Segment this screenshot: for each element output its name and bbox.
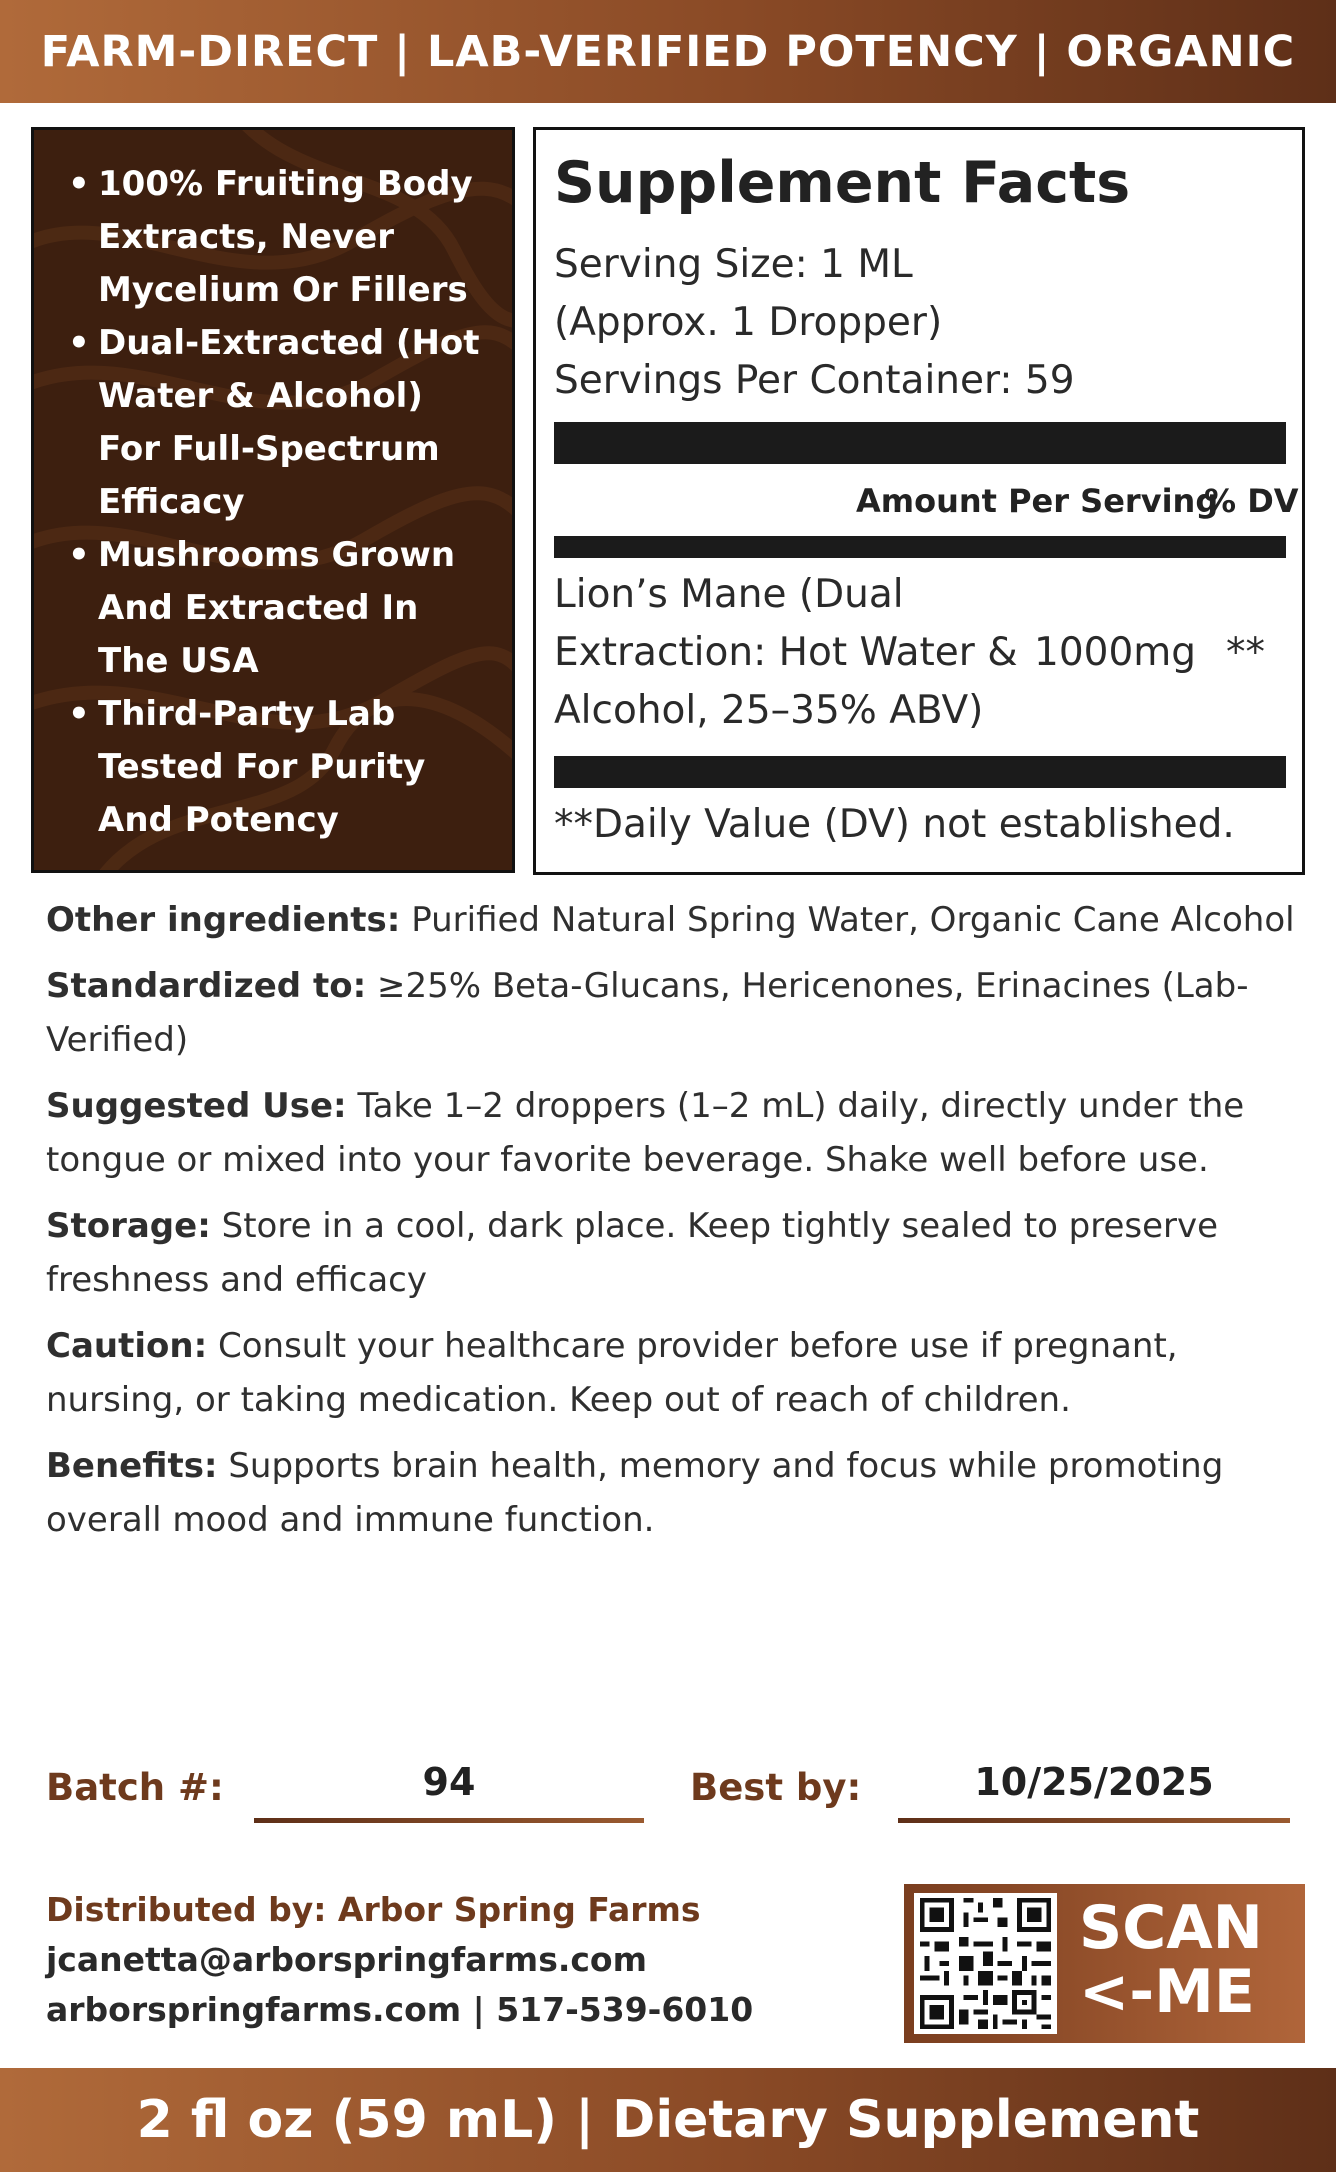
- caution: Caution: Consult your healthcare provider before use if pregnant, nursing, or taking medication. Keep out of reach of children.: [46, 1326, 1178, 1420]
- features-panel: [31, 127, 515, 873]
- feature-item: • Third-Party Lab Tested For Purity And Potency: [98, 688, 492, 847]
- storage: Storage: Store in a cool, dark place. Keep tightly sealed to preserve freshness and efficacy: [46, 1206, 1219, 1300]
- best-by-label: Best by:: [690, 1766, 862, 1809]
- qr-code-icon[interactable]: [914, 1893, 1057, 2034]
- feature-item: • Mushrooms Grown And Extracted In The USA: [98, 529, 492, 688]
- feature-item: • Dual-Extracted (Hot Water & Alcohol) For Full-Spectrum Efficacy: [98, 317, 492, 529]
- servings-per-container: Servings Per Container: 59: [554, 358, 1075, 403]
- scan-text: SCAN: [1079, 1893, 1263, 1963]
- bullet-icon: •: [68, 164, 90, 204]
- serving-size: Serving Size: 1 ML: [554, 242, 913, 287]
- ingredient-name-line3: Alcohol, 25–35% ABV): [554, 688, 984, 733]
- bottom-divider: [554, 756, 1286, 788]
- suggested-use: Suggested Use: Take 1–2 droppers (1–2 mL) daily, directly under the tongue or mixed into your favorite beverage. Shake well before use.: [46, 1086, 1245, 1180]
- standardized-to: Standardized to: ≥25% Beta-Glucans, Hericenones, Erinacines (Lab-Verified): [46, 966, 1249, 1060]
- batch-label: Batch #:: [46, 1766, 224, 1809]
- distributor-line: Distributed by: Arbor Spring Farms: [46, 1890, 701, 1929]
- bottom-banner-text: 2 fl oz (59 mL) | Dietary Supplement: [136, 2090, 1200, 2150]
- scan-me-box[interactable]: [904, 1884, 1305, 2043]
- distributor-email[interactable]: jcanetta@arborspringfarms.com: [46, 1940, 647, 1979]
- bullet-icon: •: [68, 535, 90, 575]
- ingredient-amount: 1000mg: [1034, 630, 1196, 675]
- distributor-web-phone[interactable]: arborspringfarms.com | 517-539-6010: [46, 1990, 754, 2029]
- benefits: Benefits: Supports brain health, memory and focus while promoting overall mood and immune function.: [46, 1446, 1224, 1540]
- other-ingredients: Other ingredients: Purified Natural Spring Water, Organic Cane Alcohol: [46, 900, 1295, 940]
- scan-me-text: [1079, 1893, 1263, 2027]
- ingredient-name-line2: Extraction: Hot Water &: [554, 630, 1018, 675]
- best-by-underline: [898, 1818, 1290, 1823]
- me-text: <-ME: [1079, 1957, 1255, 2027]
- feature-item: • 100% Fruiting Body Extracts, Never Mycelium Or Fillers: [98, 158, 492, 317]
- top-banner: [0, 0, 1336, 103]
- amount-per-serving-header: Amount Per Serving: [856, 482, 1219, 520]
- top-banner-text: FARM-DIRECT | LAB-VERIFIED POTENCY | ORGANIC: [40, 26, 1296, 77]
- bullet-icon: •: [68, 694, 90, 734]
- serving-note: (Approx. 1 Dropper): [554, 300, 943, 345]
- bottom-banner: [0, 2068, 1336, 2172]
- ingredient-dv: **: [1226, 630, 1265, 675]
- label-info: [46, 893, 1296, 1559]
- daily-value-header: % DV: [1204, 482, 1299, 520]
- facts-title: Supplement Facts: [554, 150, 1131, 216]
- dv-footnote: **Daily Value (DV) not established.: [554, 802, 1235, 847]
- best-by-value: 10/25/2025: [974, 1760, 1214, 1804]
- supplement-facts-panel: [533, 127, 1305, 875]
- batch-value: 94: [422, 1760, 476, 1804]
- batch-underline: [254, 1818, 644, 1823]
- thick-divider: [554, 422, 1286, 464]
- bullet-icon: •: [68, 323, 90, 363]
- ingredient-name-line1: Lion’s Mane (Dual: [554, 572, 904, 617]
- medium-divider: [554, 536, 1286, 558]
- features-list: [34, 130, 512, 847]
